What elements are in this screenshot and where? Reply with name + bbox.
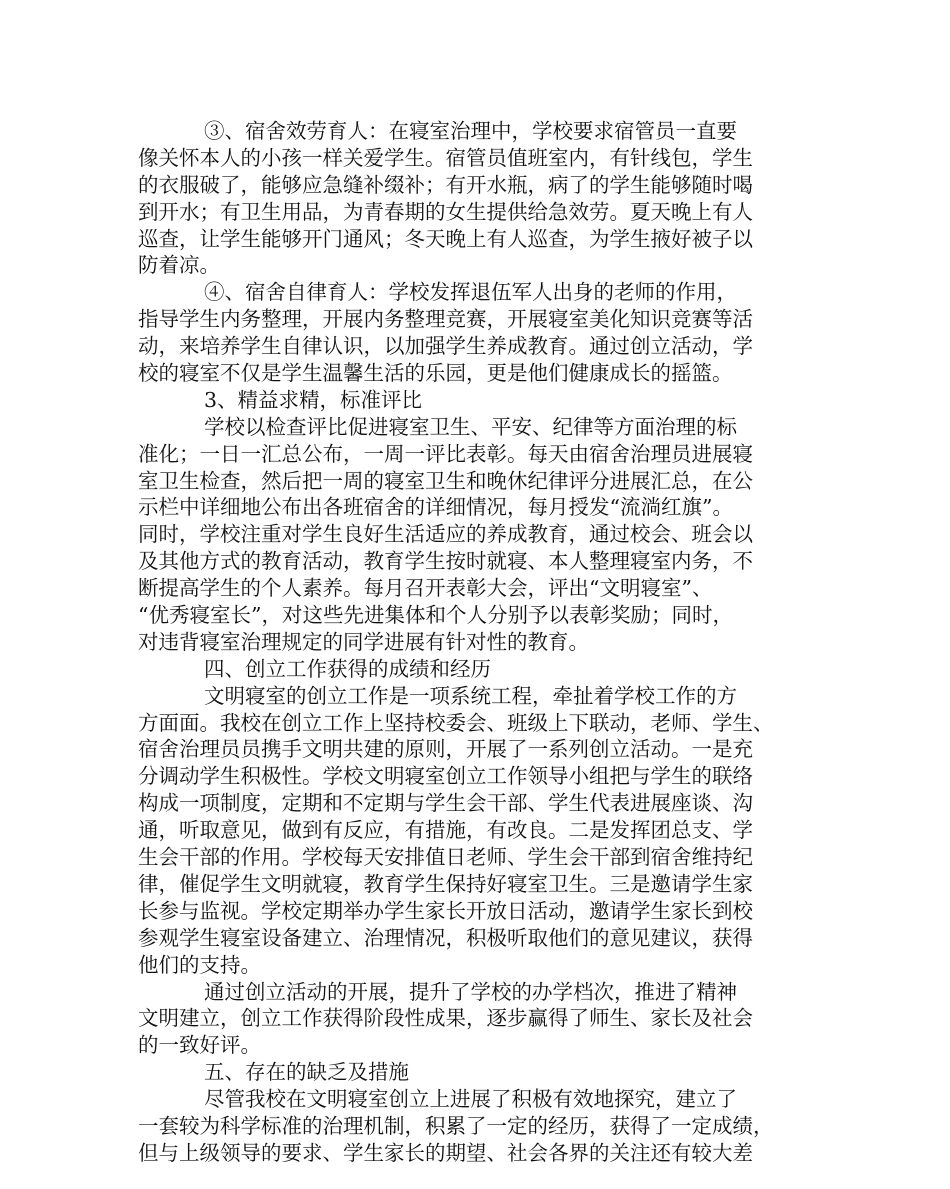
text-line: 宿舍治理员员携手文明共建的原则，开展了一系列创立活动。一是充 [138,737,753,762]
text-line: 示栏中详细地公布出各班宿舍的详细情况，每月授发“流淌红旗”。 [138,495,733,520]
text-line: 参观学生寝室设备建立、治理情况，积极听取他们的意见建议，获得 [138,925,753,950]
text-line: 室卫生检查，然后把一周的寝室卫生和晚休纪律评分进展汇总，在公 [138,468,753,493]
text-line: 的衣服破了，能够应急缝补缀补；有开水瓶，病了的学生能够随时喝 [138,172,753,197]
text-line: 及其他方式的教育活动，教育学生按时就寝、本人整理寝室内务，不 [138,549,753,574]
text-line: “优秀寝室长”，对这些先进集体和个人分别予以表彰奖励；同时， [138,603,733,628]
text-line: 校的寝室不仅是学生温馨生活的乐园，更是他们健康成长的摇篮。 [138,361,733,386]
text-line: 一套较为科学标准的治理机制，积累了一定的经历，获得了一定成绩， [138,1113,774,1138]
text-line: 他们的支持。 [138,952,261,977]
text-line: 到开水；有卫生用品，为青春期的女生提供给急效劳。夏天晚上有人 [138,199,753,224]
text-line: 准化；一日一汇总公布，一周一评比表彰。每天由宿舍治理员进展寝 [138,441,753,466]
text-line: 同时，学校注重对学生良好生活适应的养成教育，通过校会、班会以 [138,522,753,547]
text-line: 巡查，让学生能够开门通风；冬天晚上有人巡查，为学生掖好被子以 [138,226,753,251]
text-line: 对违背寝室治理规定的同学进展有针对性的教育。 [138,629,589,654]
text-line: 生会干部的作用。学校每天安排值日老师、学生会干部到宿舍维持纪 [138,845,753,870]
text-line: 指导学生内务整理，开展内务整理竞赛，开展寝室美化知识竞赛等活 [138,307,753,332]
text-line: 动，来培养学生自律认识，以加强学生养成教育。通过创立活动，学 [138,334,753,359]
document-body [138,118,826,1167]
text-line: 文明寝室的创立工作是一项系统工程，牵扯着学校工作的方 [204,683,737,708]
text-line: 通过创立活动的开展，提升了学校的办学档次，推进了精神 [204,979,737,1004]
text-line: 通，听取意见，做到有反应，有措施，有改良。二是发挥团总支、学 [138,818,753,843]
text-line: 学校以检查评比促进寝室卫生、平安、纪律等方面治理的标 [204,414,737,439]
text-line: ③、宿舍效劳育人：在寝室治理中，学校要求宿管员一直要 [204,119,737,143]
text-line: 但与上级领导的要求、学生家长的期望、社会各界的关注还有较大差 [138,1140,753,1165]
text-line: 的一致好评。 [138,1033,261,1058]
text-line: 断提高学生的个人素养。每月召开表彰大会，评出“文明寝室”、 [138,576,713,601]
text-line: 文明建立，创立工作获得阶段性成果，逐步赢得了师生、家长及社会 [138,1006,753,1031]
text-line: 律，催促学生文明就寝，教育学生保持好寝室卫生。三是邀请学生家 [138,871,753,896]
text-line: 分调动学生积极性。学校文明寝室创立工作领导小组把与学生的联络 [138,764,753,789]
text-line: ④、宿舍自律育人：学校发挥退伍军人出身的老师的作用， [204,280,737,305]
text-line: 防着凉。 [138,253,220,278]
text-line: 3、精益求精，标准评比 [204,387,423,412]
text-line: 构成一项制度，定期和不定期与学生会干部、学生代表进展座谈、沟 [138,791,753,816]
text-line: 方面面。我校在创立工作上坚持校委会、班级上下联动，老师、学生、 [138,710,774,735]
text-line: 五、存在的缺乏及措施 [204,1060,409,1085]
text-line: 尽管我校在文明寝室创立上进展了积极有效地探究，建立了 [204,1087,737,1112]
text-line: 像关怀本人的小孩一样关爱学生。宿管员值班室内，有针线包，学生 [138,145,753,170]
text-line: 长参与监视。学校定期举办学生家长开放日活动，邀请学生家长到校 [138,898,753,923]
text-line: 四、创立工作获得的成绩和经历 [204,656,491,681]
